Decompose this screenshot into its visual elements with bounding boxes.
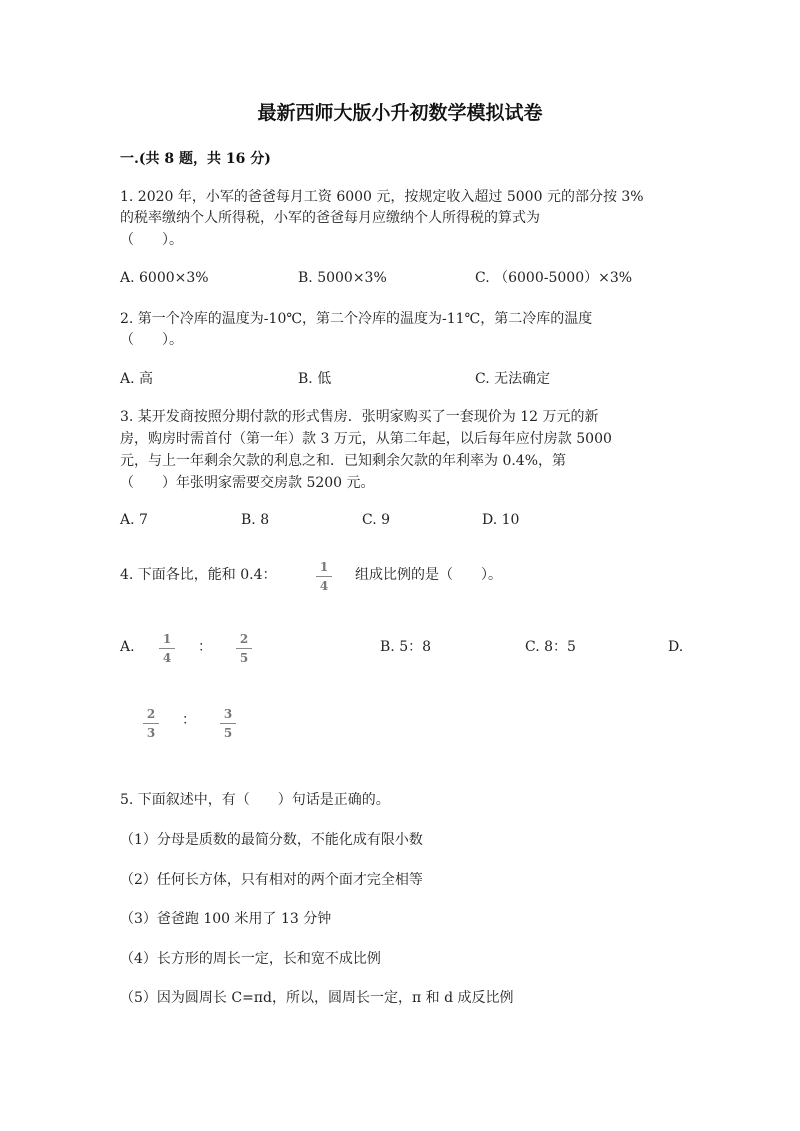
question-4-option-d-ratio-sep: ： [182, 712, 196, 728]
question-2-line: （ ）。 [120, 332, 183, 348]
question-3-line: 房，购房时需首付（第一年）款 3 万元，从第二年起，以后每年应付房款 5000 [120, 431, 612, 447]
question-2-option-a: A. 高 [120, 371, 154, 387]
fraction-bar [159, 648, 175, 649]
question-3-line: 元，与上一年剩余欠款的利息之和．已知剩余欠款的年利率为 0.4%，第 [120, 453, 567, 469]
question-4-stem-fraction [312, 561, 336, 592]
question-1-line: 的税率缴纳个人所得税，小军的爸爸每月应缴纳个人所得税的算式为 [120, 210, 540, 226]
fraction-numerator: 3 [223, 707, 233, 721]
question-4-stem-end: 组成比例的是（ ）。 [355, 567, 502, 583]
fraction-denominator: 4 [162, 651, 172, 665]
question-1-option-a: A. 6000×3% [120, 270, 209, 286]
fraction-denominator: 5 [223, 726, 233, 740]
question-3-option-b: B. 8 [241, 512, 270, 528]
question-4-option-a-ratio-sep: ： [198, 639, 212, 655]
question-2-option-b: B. 低 [298, 371, 332, 387]
question-3-line: （ ）年张明家需要交房款 5200 元。 [120, 475, 375, 491]
fraction-bar [143, 723, 159, 724]
fraction-denominator: 5 [239, 651, 249, 665]
question-4-option-a-fraction-left [155, 633, 179, 664]
question-4-option-d-fraction-left [139, 708, 163, 739]
fraction-denominator: 4 [319, 579, 329, 593]
question-5-item: （4）长方形的周长一定，长和宽不成比例 [120, 951, 381, 967]
question-4-option-a-fraction-right [232, 633, 256, 664]
question-3-line: 3. 某开发商按照分期付款的形式售房．张明家购买了一套现价为 12 万元的新 [120, 409, 599, 425]
question-1-option-c: C. （6000-5000）×3% [475, 270, 633, 286]
fraction-numerator: 2 [239, 632, 249, 646]
question-4-option-d-fraction-right [216, 708, 240, 739]
fraction-numerator: 1 [319, 560, 329, 574]
page-title: 最新西师大版小升初数学模拟试卷 [257, 102, 543, 124]
fraction-bar [316, 576, 332, 577]
question-5-item: （5）因为圆周长 C=πd，所以，圆周长一定，π 和 d 成反比例 [120, 990, 514, 1006]
question-5-item: （3）爸爸跑 100 米用了 13 分钟 [120, 911, 332, 927]
question-1-line: 1. 2020 年，小军的爸爸每月工资 6000 元，按规定收入超过 5000 元的部分按 3% [120, 189, 644, 205]
question-4-option-c: C. 8：5 [525, 639, 576, 655]
question-2-line: 2. 第一个冷库的温度为-10℃，第二个冷库的温度为-11℃，第二冷库的温度 [120, 311, 593, 327]
question-3-option-c: C. 9 [362, 512, 391, 528]
question-3-option-d: D. 10 [482, 512, 520, 528]
question-1-option-b: B. 5000×3% [298, 270, 387, 286]
question-3-option-a: A. 7 [120, 512, 148, 528]
question-4-option-b: B. 5：8 [380, 639, 432, 655]
question-5-item: （1）分母是质数的最简分数，不能化成有限小数 [120, 832, 423, 848]
section-heading: 一.(共 8 题，共 16 分) [120, 151, 271, 167]
question-4-option-a-label: A. [120, 639, 135, 655]
fraction-numerator: 1 [162, 632, 172, 646]
question-4-stem-start: 4. 下面各比，能和 0.4： [120, 567, 277, 583]
fraction-numerator: 2 [146, 707, 156, 721]
fraction-bar [220, 723, 236, 724]
fraction-denominator: 3 [146, 726, 156, 740]
question-1-line: （ ）。 [120, 232, 183, 248]
fraction-bar [236, 648, 252, 649]
question-5-item: （2）任何长方体，只有相对的两个面才完全相等 [120, 872, 423, 888]
question-5-stem: 5. 下面叙述中，有（ ）句话是正确的。 [120, 792, 390, 808]
question-4-option-d-label: D. [668, 639, 684, 655]
question-2-option-c: C. 无法确定 [475, 371, 551, 387]
